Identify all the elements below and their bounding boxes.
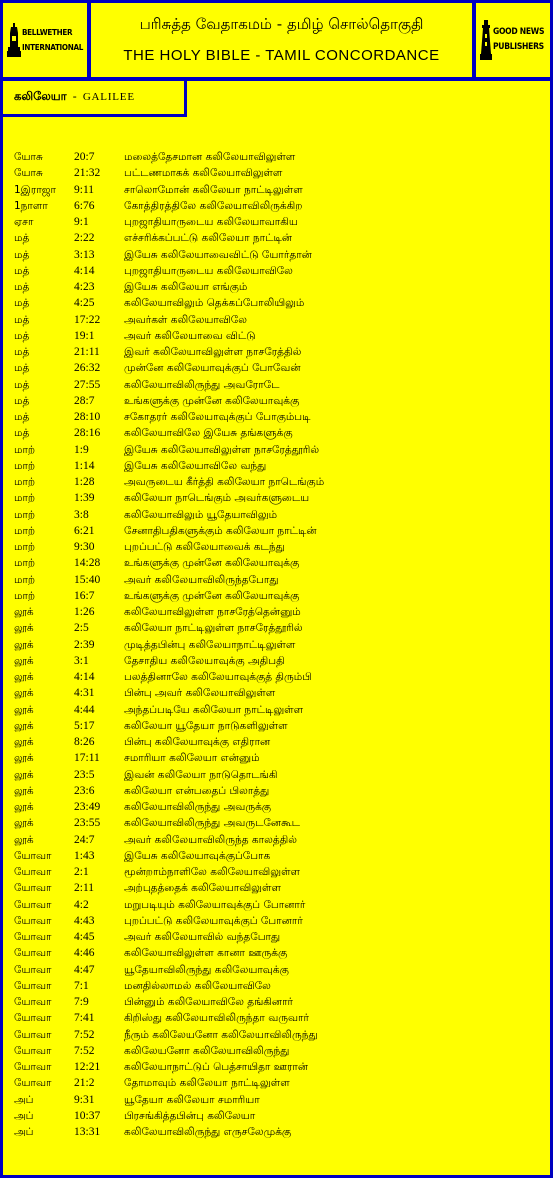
entry-book: யோவா (14, 914, 52, 927)
entry-book: யோவா (14, 849, 52, 862)
entry-reference: 21:2 (74, 1077, 95, 1090)
entry-book: யோவா (14, 1077, 52, 1090)
entry-reference: 21:11 (74, 346, 100, 358)
entry-text: பின்னும் கலிலேயாவிலே தங்கினார் (124, 996, 294, 1008)
list-item (14, 637, 544, 653)
entry-book: 1நாளா (14, 199, 48, 212)
list-item (14, 685, 544, 701)
entry-reference: 17:22 (74, 313, 101, 326)
entry-text: பின்பு கலிலேயாவுக்கு எதிரான (124, 736, 271, 748)
entry-text: முன்னே கலிலேயாவுக்குப் போவேன் (124, 362, 301, 375)
list-item (14, 214, 544, 230)
entry-reference: 4:43 (74, 914, 95, 927)
entry-reference: 19:1 (74, 329, 95, 342)
entry-text: கலிலேயா நாட்டிலுள்ள நாசரேத்தூரில் (124, 622, 303, 635)
entry-book: மத் (14, 281, 30, 293)
entry-book: யோவா (14, 996, 52, 1008)
list-item (14, 295, 544, 311)
bellwether-logo (3, 3, 87, 77)
entry-text: அற்புதத்தைக் கலிலேயாவிலுள்ள (124, 882, 281, 895)
entry-book: மத் (14, 313, 30, 326)
entry-reference: 4:31 (74, 687, 95, 700)
entry-text: புறப்பட்டு கலிலேயாவுக்குப் போனார் (124, 914, 303, 927)
entry-reference: 13:31 (74, 1126, 101, 1138)
entry-book: மாற் (14, 557, 36, 570)
entry-text: அவர் கலிலேயாவை விட்டு (124, 329, 256, 342)
entry-text: அவருடைய கீர்த்தி கலிலேயா நாடெங்கும் (124, 476, 325, 488)
list-item (14, 474, 544, 490)
entry-book: மாற் (14, 589, 36, 602)
entry-text: அவர்கள் கலிலேயாவிலே (124, 313, 247, 326)
entry-book: மத் (14, 378, 30, 391)
entry-text: இயேசு கலிலேயா எங்கும் (124, 281, 248, 293)
entry-reference: 28:16 (74, 427, 101, 440)
concordance-panel (3, 81, 550, 1175)
list-item (14, 360, 544, 376)
entry-reference: 21:32 (74, 167, 101, 180)
entry-book: மாற் (14, 459, 36, 472)
entry-text: அவர் கலிலேயாவிலிருந்த காலத்தில் (124, 833, 297, 846)
list-item (14, 149, 544, 165)
entry-text: முடித்தபின்பு கலிலேயாநாட்டிலுள்ள (124, 638, 296, 651)
entry-book: லூக் (14, 768, 34, 781)
entry-reference: 28:10 (74, 411, 101, 423)
entry-reference: 6:76 (74, 199, 95, 212)
entry-text: கலிலேயாவிலிருந்து எருசலேமுக்கு (124, 1126, 292, 1138)
entry-text: கோத்திரத்திலே கலிலேயாவிலிருக்கிற (124, 199, 303, 212)
entry-book: மத் (14, 427, 30, 440)
list-item (14, 165, 544, 181)
entry-text: அவர் கலிலேயாவிலிருந்தபோது (124, 573, 279, 586)
bell-tower-icon (7, 23, 21, 57)
entry-book: மாற் (14, 541, 36, 553)
entry-reference: 2:5 (74, 622, 89, 635)
entry-text: கலிலேயாவிலுள்ள கானா ஊருக்கு (124, 947, 288, 960)
entry-book: மத் (14, 411, 30, 423)
entry-book: யோவா (14, 882, 52, 895)
entry-text: கலிலேயாநாட்டுப் பெத்சாயிதா ஊரான் (124, 1061, 309, 1073)
list-item (14, 393, 544, 409)
entry-book: லூக் (14, 752, 34, 765)
entry-reference: 23:6 (74, 784, 95, 797)
entry-book: மாற் (14, 443, 36, 456)
entry-reference: 7:52 (74, 1028, 95, 1041)
entry-reference: 2:11 (74, 882, 95, 895)
entry-text: பிரசங்கித்தபின்பு கலிலேயா (124, 1109, 256, 1122)
entry-reference: 3:1 (74, 654, 89, 667)
entry-book: லூக் (14, 784, 34, 797)
list-item (14, 1108, 544, 1124)
entry-reference: 1:14 (74, 459, 95, 472)
entry-book: லூக் (14, 736, 34, 748)
list-item (14, 994, 544, 1010)
headword-box (3, 81, 187, 117)
entry-book: மாற் (14, 476, 36, 488)
entry-reference: 12:21 (74, 1061, 101, 1073)
list-item (14, 799, 544, 815)
entry-book: யோவா (14, 1012, 52, 1025)
list-item (14, 783, 544, 799)
list-item (14, 897, 544, 913)
entry-text: மனதில்லாமல் கலிலேயாவிலே (124, 979, 271, 992)
entry-text: அவர் கலிலேயாவில் வந்தபோது (124, 931, 281, 943)
list-item (14, 815, 544, 831)
entry-book: யோவா (14, 931, 52, 943)
entry-reference: 23:49 (74, 801, 101, 813)
headword-separator: - (72, 89, 77, 103)
entry-book: லூக் (14, 833, 34, 846)
entry-text: அந்தப்படியே கலிலேயா நாட்டிலுள்ள (124, 703, 304, 716)
entry-text: பலத்தினாலே கலிலேயாவுக்குத் திரும்பி (124, 671, 312, 683)
entry-text: சாலொமோன் கலிலேயா நாட்டிலுள்ள (124, 183, 303, 196)
entry-text: இவன் கலிலேயா நாடுதொடங்கி (124, 768, 278, 781)
list-item (14, 962, 544, 978)
entry-reference: 10:37 (74, 1109, 101, 1122)
entry-reference: 1:43 (74, 849, 95, 862)
headword-tamil: கலிலேயா (14, 89, 67, 103)
list-item (14, 312, 544, 328)
entry-book: லூக் (14, 801, 34, 813)
list-item (14, 279, 544, 295)
logo-right-line1: GOOD NEWS (493, 27, 545, 37)
list-item (14, 913, 544, 929)
entry-text: மூன்றாம்நாளிலே கலிலேயாவிலுள்ள (124, 866, 301, 878)
entry-book: மாற் (14, 508, 36, 521)
headword-english: GALILEE (82, 91, 135, 103)
entry-book: யோசு (14, 151, 43, 163)
list-item (14, 588, 544, 604)
entry-reference: 4:47 (74, 963, 95, 976)
entry-reference: 5:17 (74, 719, 95, 732)
entry-book: லூக் (14, 703, 34, 716)
entry-text: கலிலேயாவிலே இயேசு தங்களுக்கு (124, 427, 293, 440)
entry-book: மத் (14, 297, 30, 310)
entry-reference: 9:1 (74, 216, 89, 228)
entry-text: பட்டணமாகக் கலிலேயாவிலுள்ள (124, 167, 283, 180)
logo-left-line1: BELLWETHER (22, 28, 73, 37)
entry-reference: 3:8 (74, 508, 89, 521)
entry-book: யோசு (14, 167, 43, 180)
entry-text: கலிலேயாவிலிருந்து அவருடனேகூட (124, 817, 300, 830)
list-item (14, 263, 544, 279)
entry-reference: 15:40 (74, 573, 101, 586)
entry-reference: 4:46 (74, 947, 95, 960)
entry-reference: 1:9 (74, 443, 89, 456)
list-item (14, 734, 544, 750)
entry-reference: 1:28 (74, 476, 95, 488)
entry-reference: 7:52 (74, 1044, 95, 1057)
list-item (14, 377, 544, 393)
entry-reference: 2:22 (74, 232, 95, 245)
entry-reference: 4:23 (74, 281, 95, 293)
entry-book: மத் (14, 248, 30, 261)
entry-text: புறஜாதியாருடைய கலிலேயாவாகிய (124, 216, 298, 228)
entry-reference: 27:55 (74, 378, 101, 391)
entry-book: யோவா (14, 1028, 52, 1041)
entry-reference: 4:25 (74, 297, 95, 310)
entry-book: லூக் (14, 638, 34, 651)
entry-book: லூக் (14, 671, 34, 683)
entry-reference: 26:32 (74, 362, 101, 375)
list-item (14, 929, 544, 945)
entry-book: மத் (14, 329, 30, 342)
entry-text: இயேசு கலிலேயாவைவிட்டு யோர்தான் (124, 248, 312, 261)
entry-book: யோவா (14, 898, 52, 911)
logo-right-line2: PUBLISHERS (493, 42, 544, 52)
list-item (14, 604, 544, 620)
list-item (14, 490, 544, 506)
entry-reference: 23:55 (74, 817, 101, 830)
entry-book: லூக் (14, 687, 34, 700)
entry-reference: 7:1 (74, 979, 89, 992)
entry-book: லூக் (14, 654, 34, 667)
list-item (14, 182, 544, 198)
entry-book: மாற் (14, 524, 36, 537)
list-item (14, 230, 544, 246)
list-item (14, 458, 544, 474)
page-title-tamil: பரிசுத்த வேதாகமம் - தமிழ் சொல்தொகுதி (139, 15, 424, 33)
entry-text: தேசாதிய கலிலேயாவுக்கு அதிபதி (124, 654, 285, 667)
entry-reference: 14:28 (74, 557, 101, 570)
entry-book: 1இராஜா (14, 183, 57, 196)
entry-text: சகோதரர் கலிலேயாவுக்குப் போகும்படி (124, 411, 311, 423)
entry-reference: 9:30 (74, 541, 95, 553)
list-item (14, 507, 544, 523)
entry-text: புறஜாதியாருடைய கலிலேயாவிலே (124, 264, 293, 277)
list-item (14, 572, 544, 588)
list-item (14, 702, 544, 718)
list-item (14, 1092, 544, 1108)
entry-text: கலிலேயாவிலும் தெக்கப்போலியிலும் (124, 297, 305, 310)
list-item (14, 880, 544, 896)
entry-text: சமாரியா கலிலேயா என்னும் (124, 752, 260, 765)
entry-text: கலிலேயா யூதேயா நாடுகளிலுள்ள (124, 719, 288, 732)
entry-reference: 4:14 (74, 264, 95, 277)
entry-book: மத் (14, 232, 30, 245)
entry-text: கலிலேயனோ கலிலேயாவிலிருந்து (124, 1044, 290, 1057)
entry-reference: 24:7 (74, 833, 95, 846)
entry-reference: 2:1 (74, 866, 89, 878)
entry-text: கலிலேயா நாடெங்கும் அவர்களுடைய (124, 492, 310, 505)
entry-text: கலிலேயா என்பதைப் பிலாத்து (124, 784, 270, 797)
entry-reference: 8:26 (74, 736, 95, 748)
entry-book: மத் (14, 346, 30, 358)
entry-book: அப் (14, 1093, 34, 1106)
entry-text: பின்பு அவர் கலிலேயாவிலுள்ள (124, 687, 276, 700)
entry-book: மத் (14, 264, 30, 277)
list-item (14, 978, 544, 994)
entry-text: கிறிஸ்து கலிலேயாவிலிருந்தா வருவார் (124, 1012, 310, 1025)
entry-text: சேனாதிபதிகளுக்கும் கலிலேயா நாட்டின் (124, 524, 317, 537)
entry-book: அப் (14, 1126, 34, 1138)
logo-left-line2: INTERNATIONAL (22, 43, 84, 52)
entry-text: புறப்பட்டு கலிலேயாவைக் கடந்து (124, 541, 285, 553)
entry-reference: 9:11 (74, 183, 95, 196)
list-item (14, 1124, 544, 1140)
list-item (14, 328, 544, 344)
list-item (14, 555, 544, 571)
entry-book: லூக் (14, 606, 34, 618)
entry-text: கலிலேயாவிலிருந்து அவருக்கு (124, 801, 272, 813)
entry-reference: 1:26 (74, 606, 95, 618)
entry-reference: 4:2 (74, 898, 89, 911)
entry-reference: 17:11 (74, 752, 100, 765)
entry-book: மாற் (14, 573, 36, 586)
list-item (14, 247, 544, 263)
list-item (14, 669, 544, 685)
entry-reference: 4:45 (74, 931, 95, 943)
entry-book: லூக் (14, 622, 34, 635)
list-item (14, 848, 544, 864)
list-item (14, 718, 544, 734)
entry-book: யோவா (14, 963, 52, 976)
entry-text: இயேசு கலிலேயாவிலுள்ள நாசரேத்தூரில் (124, 443, 320, 456)
entry-reference: 2:39 (74, 638, 95, 651)
list-item (14, 523, 544, 539)
entry-book: யோவா (14, 947, 52, 960)
entry-text: உங்களுக்கு முன்னே கலிலேயாவுக்கு (124, 394, 300, 407)
entry-reference: 20:7 (74, 151, 95, 163)
entry-text: உங்களுக்கு முன்னே கலிலேயாவுக்கு (124, 557, 300, 570)
list-item (14, 409, 544, 425)
list-item (14, 1043, 544, 1059)
entry-reference: 9:31 (74, 1093, 95, 1106)
entry-reference: 3:13 (74, 248, 95, 261)
entry-text: யூதேயா கலிலேயா சமாரியா (124, 1093, 260, 1106)
entry-book: யோவா (14, 1061, 52, 1073)
entry-reference: 4:14 (74, 671, 95, 683)
list-item (14, 344, 544, 360)
entry-text: இயேசு கலிலேயாவிலே வந்து (124, 459, 267, 472)
list-item (14, 539, 544, 555)
list-item (14, 1027, 544, 1043)
title-banner (91, 3, 472, 77)
page-title-english: THE HOLY BIBLE - TAMIL CONCORDANCE (123, 47, 440, 64)
list-item (14, 442, 544, 458)
list-item (14, 653, 544, 669)
list-item (14, 198, 544, 214)
list-item (14, 425, 544, 441)
entry-text: மறுபடியும் கலிலேயாவுக்குப் போனார் (124, 898, 306, 911)
entry-book: மாற் (14, 492, 36, 505)
entry-book: யோவா (14, 1044, 52, 1057)
entry-text: கலிலேயாவிலுள்ள நாசரேத்தென்னும் (124, 606, 301, 618)
list-item (14, 832, 544, 848)
list-item (14, 864, 544, 880)
list-item (14, 750, 544, 766)
entry-text: கலிலேயாவிலும் யூதேயாவிலும் (124, 508, 278, 521)
lighthouse-icon (480, 20, 492, 60)
entry-book: மத் (14, 362, 30, 375)
list-item (14, 1010, 544, 1026)
entry-reference: 6:21 (74, 524, 95, 537)
entry-book: லூக் (14, 817, 34, 830)
entry-list (14, 149, 544, 1140)
entry-text: உங்களுக்கு முன்னே கலிலேயாவுக்கு (124, 589, 300, 602)
entry-book: ஏசா (14, 216, 34, 228)
entry-text: இவர் கலிலேயாவிலுள்ள நாசரேத்தில் (124, 346, 302, 358)
entry-text: மலைத்தேசமான கலிலேயாவிலுள்ள (124, 151, 296, 163)
entry-book: அப் (14, 1109, 34, 1122)
entry-reference: 4:44 (74, 703, 95, 716)
entry-book: மத் (14, 394, 30, 407)
entry-text: நீரும் கலிலேயனோ கலிலேயாவிலிருந்து (124, 1028, 318, 1041)
entry-text: கலிலேயாவிலிருந்து அவரோடே (124, 378, 280, 391)
list-item (14, 1059, 544, 1075)
good-news-logo (476, 3, 550, 77)
entry-text: தோமாவும் கலிலேயா நாட்டிலுள்ள (124, 1077, 290, 1090)
list-item (14, 620, 544, 636)
entry-book: யோவா (14, 979, 52, 992)
headword (14, 89, 135, 105)
entry-text: இயேசு கலிலேயாவுக்குப்போக (124, 849, 271, 862)
entry-reference: 23:5 (74, 768, 95, 781)
list-item (14, 1075, 544, 1091)
list-item (14, 767, 544, 783)
entry-book: யோவா (14, 866, 52, 878)
entry-reference: 7:41 (74, 1012, 95, 1025)
entry-text: யூதேயாவிலிருந்து கலிலேயாவுக்கு (124, 963, 289, 976)
entry-reference: 28:7 (74, 394, 95, 407)
entry-reference: 7:9 (74, 996, 89, 1008)
entry-book: லூக் (14, 719, 34, 732)
entry-reference: 1:39 (74, 492, 95, 505)
entry-reference: 16:7 (74, 589, 95, 602)
entry-text: எச்சரிக்கப்பட்டு கலிலேயா நாட்டின் (124, 232, 293, 245)
list-item (14, 945, 544, 961)
